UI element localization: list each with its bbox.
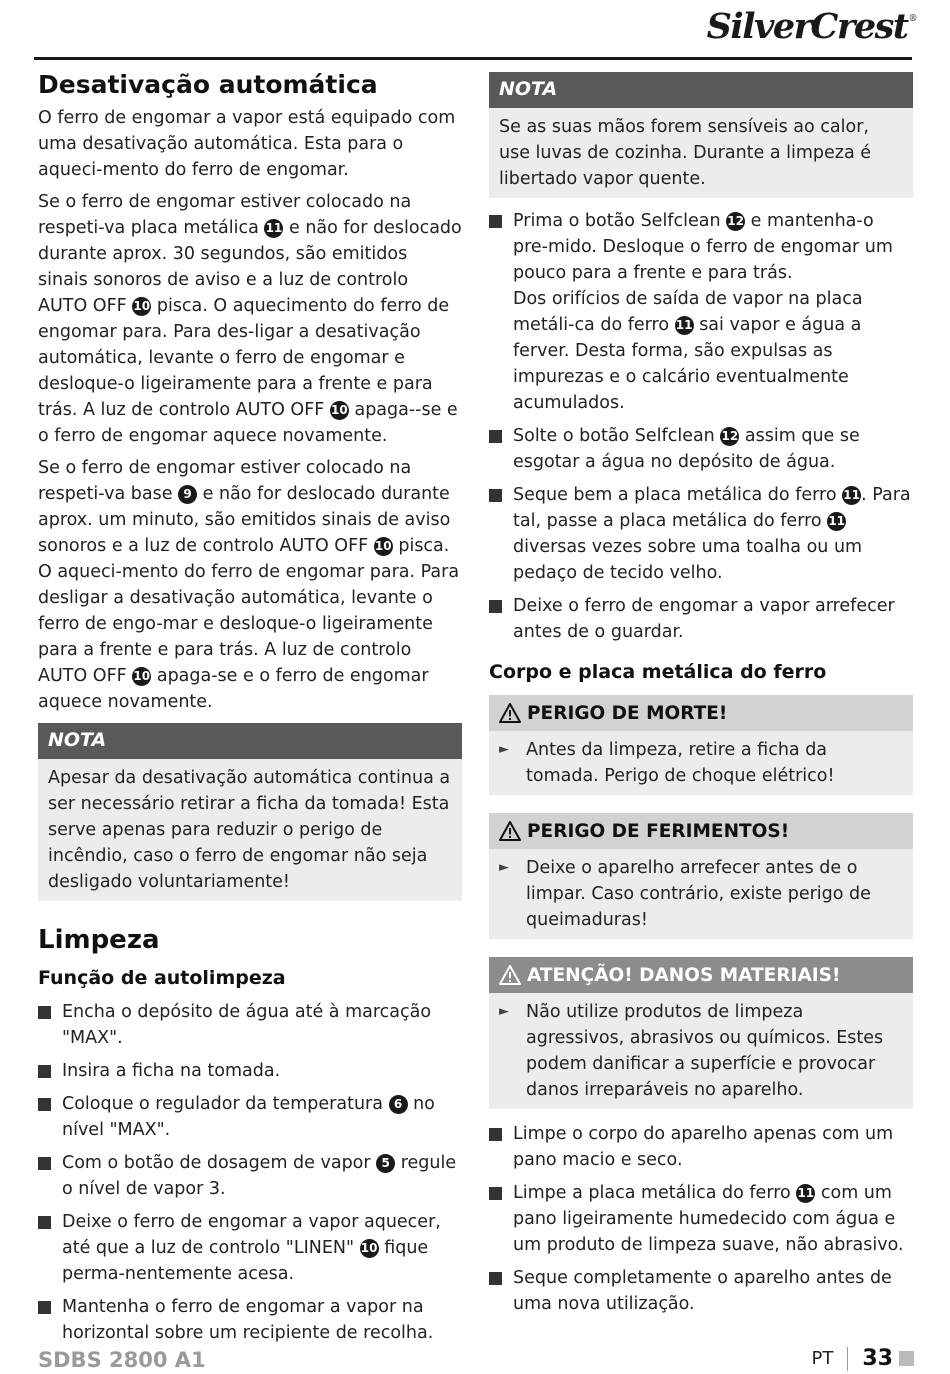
list-item: Limpe a placa metálica do ferro 11 com um pano ligeiramente humedecido com água e um produto de limpeza suave, não abrasivo.: [489, 1180, 913, 1258]
trademark-symbol: ®: [908, 14, 916, 24]
self-clean-steps-continued: [489, 208, 913, 645]
ref-number: 12: [720, 427, 739, 446]
list-item: Com o botão de dosagem de vapor 5 regule o nível de vapor 3.: [38, 1150, 462, 1202]
ref-number: 11: [264, 219, 283, 238]
footer-page-info: [812, 1346, 914, 1371]
note-text: Se as suas mãos forem sensíveis ao calor, use luvas de cozinha. Durante a limpeza é libertado vapor quente.: [499, 117, 872, 189]
ref-number: 10: [360, 1239, 379, 1258]
section-title-auto-off: Desativação automática: [38, 70, 378, 99]
list-item: Coloque o regulador da temperatura 6 no nível "MAX".: [38, 1091, 462, 1143]
warning-box-injury: [489, 813, 913, 939]
ref-number: 10: [132, 297, 151, 316]
arrow-bullet-icon: ►: [499, 742, 509, 757]
arrow-bullet-icon: ►: [499, 1004, 509, 1019]
list-item: Insira a ficha na tomada.: [38, 1058, 462, 1084]
note-box: [38, 723, 462, 901]
arrow-bullet-icon: ►: [499, 860, 509, 875]
ref-number: 11: [827, 512, 846, 531]
ref-number: 6: [389, 1095, 408, 1114]
warning-title: ATENÇÃO! DANOS MATERIAIS!: [489, 957, 913, 993]
note-title: NOTA: [38, 723, 462, 759]
warning-item: ► Deixe o aparelho arrefecer antes de o limpar. Caso contrário, existe perigo de queimaduras!: [499, 855, 903, 933]
ref-number: 12: [726, 212, 745, 231]
footer-model: SDBS 2800 A1: [38, 1348, 206, 1372]
warning-box-death: [489, 695, 913, 795]
ref-number: 5: [376, 1154, 395, 1173]
paragraph-base: Se o ferro de engomar estiver colocado na respeti-va base 9 e não for deslocado durante aprox. um minuto, são emitidos sinais de aviso sonoros e a luz de controlo AUTO OFF 10 pisca. O aqueci-mento do ferro de engomar para. Para desligar a desativação automática, levante o ferro de engo-mar e desloque-o ligeiramente para a frente e para trás. A luz de controlo AUTO OFF 10 apaga-se e o ferro de engomar aquece novamente.: [38, 458, 460, 712]
subsection-title-body-plate: Corpo e placa metálica do ferro: [489, 661, 827, 683]
subsection-title-self-clean: Função de autolimpeza: [38, 967, 286, 989]
warning-triangle-icon: [499, 703, 521, 723]
left-column: [38, 70, 462, 1353]
list-item: Encha o depósito de água até à marcação "MAX".: [38, 999, 462, 1051]
self-clean-steps: [38, 999, 462, 1346]
list-item: Mantenha o ferro de engomar a vapor na horizontal sobre um recipiente de recolha.: [38, 1294, 462, 1346]
note-title: NOTA: [489, 72, 913, 108]
ref-number: 9: [178, 485, 197, 504]
list-item: Prima o botão Selfclean 12 e mantenha-o pre-mido. Desloque o ferro de engomar um pouco para a frente e para trás. Dos orifícios de saída de vapor na placa metáli-ca do ferro 11 sai vapor e água a ferver. Desta forma, são expulsas as impurezas e o calcário eventualmente acumulados.: [489, 208, 913, 416]
footer-divider: [847, 1347, 848, 1371]
list-item: Deixe o ferro de engomar a vapor aquecer, até que a luz de controlo "LINEN" 10 fique perma-nentemente acesa.: [38, 1209, 462, 1287]
brand-name: SilverCrest: [706, 6, 908, 47]
ref-number: 11: [796, 1184, 815, 1203]
footer-language: PT: [811, 1348, 834, 1369]
warning-triangle-icon: [499, 821, 521, 841]
paragraph-plate: Se o ferro de engomar estiver colocado na respeti-va placa metálica 11 e não for deslocado durante aprox. 30 segundos, são emitidos sinais sonoros de aviso e a luz de controlo AUTO OFF 10 pisca. O aquecimento do ferro de engomar para. Para des-ligar a desativação automática, levante o ferro de engomar e desloque-o ligeiramente para a frente e para trás. A luz de controlo AUTO OFF 10 apaga--se e o ferro de engomar aquece novamente.: [38, 192, 462, 446]
list-item: Seque bem a placa metálica do ferro 11. Para tal, passe a placa metálica do ferro 11 diversas vezes sobre uma toalha ou um pedaço de tecido velho.: [489, 482, 913, 586]
brand-logo: [707, 6, 916, 47]
list-item: Deixe o ferro de engomar a vapor arrefecer antes de o guardar.: [489, 593, 913, 645]
note-text: Apesar da desativação automática continua a ser necessário retirar a ficha da tomada! Esta serve apenas para reduzir o perigo de incêndio, caso o ferro de engomar não seja desligado voluntariamente!: [48, 768, 451, 892]
section-title-cleaning: Limpeza: [38, 925, 160, 955]
body-cleaning-steps: [489, 1121, 913, 1317]
page-number: 33: [862, 1346, 893, 1371]
warning-item: ► Não utilize produtos de limpeza agressivos, abrasivos ou químicos. Estes podem danificar a superfície e provocar danos irreparáveis no aparelho.: [499, 999, 903, 1103]
header-rule: [34, 57, 912, 60]
note-box: [489, 72, 913, 198]
list-item: Solte o botão Selfclean 12 assim que se esgotar a água no depósito de água.: [489, 423, 913, 475]
list-item: Limpe o corpo do aparelho apenas com um pano macio e seco.: [489, 1121, 913, 1173]
warning-box-material: [489, 957, 913, 1109]
warning-title: PERIGO DE MORTE!: [489, 695, 913, 731]
warning-title: PERIGO DE FERIMENTOS!: [489, 813, 913, 849]
warning-triangle-icon: [499, 965, 521, 985]
ref-number: 11: [842, 486, 861, 505]
paragraph-intro: O ferro de engomar a vapor está equipado com uma desativação automática. Esta para o aqueci-mento do ferro de engomar.: [38, 108, 456, 180]
ref-number: 10: [132, 667, 151, 686]
list-item: Seque completamente o aparelho antes de uma nova utilização.: [489, 1265, 913, 1317]
ref-number: 10: [374, 537, 393, 556]
ref-number: 10: [330, 401, 349, 420]
warning-item: ► Antes da limpeza, retire a ficha da tomada. Perigo de choque elétrico!: [499, 737, 903, 789]
right-column: [489, 72, 913, 1324]
footer-square-mark: [899, 1351, 914, 1366]
ref-number: 11: [675, 316, 694, 335]
